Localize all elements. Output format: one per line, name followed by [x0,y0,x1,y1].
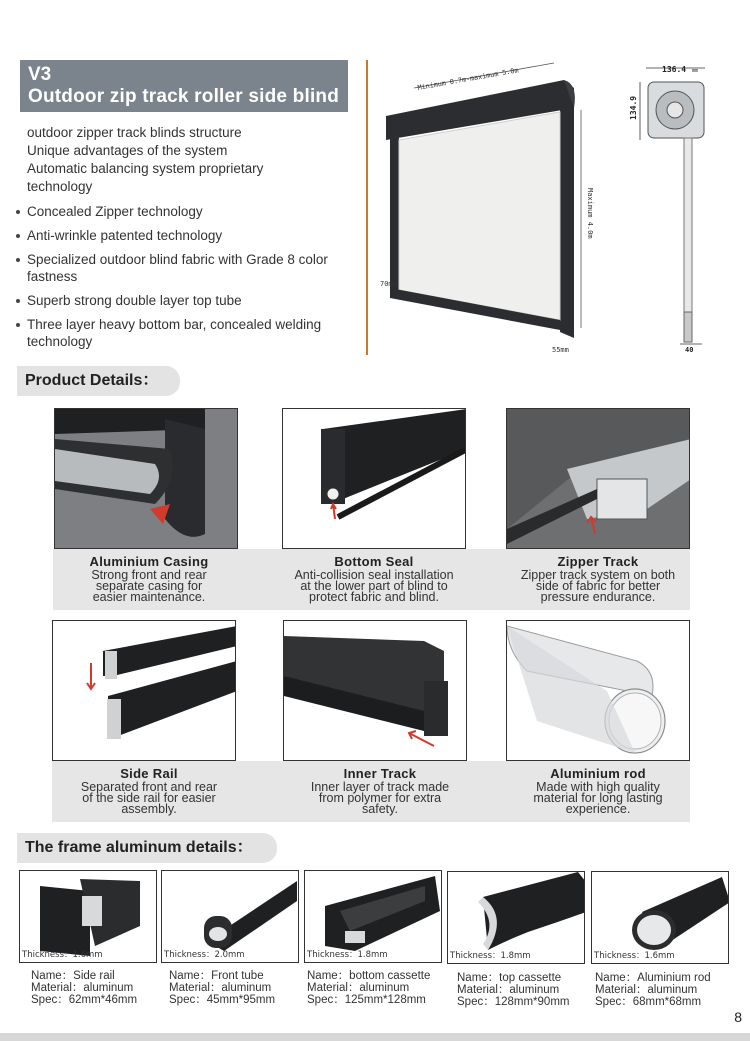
caption-line: assembly. [121,802,177,816]
caption-title: Zipper Track [557,554,639,569]
spec-material: Material：aluminum [457,984,560,996]
product-details-heading: Product Details： [17,366,180,396]
product-code: V3 [28,64,52,85]
caption-line: safety. [362,802,398,816]
feature-item: Concealed Zipper technology [14,203,354,220]
caption-title: Inner Track [343,766,417,781]
profile-rail-label: 40 [685,346,694,354]
thickness-label: Thickness：1.8mm [450,951,531,961]
intro-line: outdoor zipper track blinds structure [27,125,242,140]
caption-line: of the side rail for easier [82,791,216,805]
spec-name: Name：Side rail [31,970,115,982]
caption-line: pressure endurance. [540,590,656,604]
profile-diagram [620,60,720,355]
feature-list [14,203,354,357]
caption-aluminium-rod [500,766,696,815]
caption-bottom-seal [276,554,472,603]
product-title: Outdoor zip track roller side blind [28,86,340,107]
spec-size: Spec：62mm*46mm [31,994,138,1006]
caption-line: Anti-collision seal installation [294,568,454,582]
inner-track-image [283,620,467,761]
side-rail-image [52,620,236,761]
top-cassette-profile-image [447,871,585,964]
spec-name: Name：top cassette [457,972,562,984]
spec-size: Spec：125mm*128mm [307,994,426,1006]
divider-line [366,60,368,355]
right-rail [560,106,574,338]
frame-spec-top-cassette [457,972,569,1008]
side-rail-profile-image [19,870,157,963]
intro-line: Unique advantages of the system [27,143,228,158]
profile-height-label: 134.9 [629,95,638,120]
intro-line: Automatic balancing system proprietary [27,161,264,176]
caption-aluminium-casing [54,554,244,603]
spec-size: Spec：128mm*90mm [457,996,570,1008]
caption-line: Zipper track system on both [520,568,676,582]
thickness-label: Thickness：1.6mm [594,951,675,961]
frame-spec-bottom-cassette [307,970,430,1006]
footer-bar [0,1033,750,1041]
feature-item: Three layer heavy bottom bar, concealed welding technology [14,316,354,350]
feature-item: Superb strong double layer top tube [14,292,354,309]
caption-line: separate casing for [95,579,203,593]
aluminium-rod-profile-image [591,871,729,964]
width-label: Minimum 0.7m-maximum 5.0m [416,66,520,92]
intro-text [27,124,347,196]
front-tube-profile-image [161,870,299,963]
caption-line: at the lower part of blind to [300,579,448,593]
zipper-track-image [506,408,690,549]
caption-title: Aluminium rod [550,766,646,781]
feature-item: Anti-wrinkle patented technology [14,227,354,244]
caption-line: easier maintenance. [92,590,206,604]
caption-line: material for long lasting [533,791,663,805]
caption-inner-track [282,766,478,815]
spec-size: Spec：45mm*95mm [169,994,276,1006]
spec-material: Material：aluminum [31,982,134,994]
thickness-label: Thickness：2.0mm [164,950,245,960]
aluminium-casing-image [54,408,238,549]
thickness-label: Thickness：1.8mm [307,950,388,960]
caption-line: Made with high quality [536,780,660,794]
feature-item: Specialized outdoor blind fabric with Grade 8 color fastness [14,251,354,285]
page-number: 8 [734,1009,742,1025]
frame-spec-aluminium-rod [595,972,711,1008]
spec-name: Name：Front tube [169,970,264,982]
caption-zipper-track [500,554,696,603]
caption-title: Aluminium Casing [89,554,209,569]
caption-line: Strong front and rear [91,568,207,582]
bottom-dimension-label: 70mm [380,280,397,288]
height-label: Maximum 4.0m [586,188,594,239]
profile-width-label: 136.4 [662,65,687,74]
caption-line: side of fabric for better [535,579,661,593]
caption-side-rail [54,766,244,815]
caption-line: from polymer for extra [318,791,442,805]
caption-line: protect fabric and blind. [309,590,439,604]
bottom-cassette-profile-image [304,870,442,963]
caption-line: Separated front and rear [80,780,218,794]
spec-material: Material：aluminum [169,982,272,994]
profile-width-unit: mm [692,68,699,74]
frame-spec-front-tube [169,970,275,1006]
caption-title: Bottom Seal [334,554,414,569]
spec-material: Material：aluminum [307,982,410,994]
spec-name: Name：bottom cassette [307,970,431,982]
frame-details-heading: The frame aluminum details： [17,833,277,863]
caption-line: Inner layer of track made [310,780,450,794]
caption-line: experience. [565,802,631,816]
thickness-label: Thickness：1.6mm [22,950,103,960]
intro-line: technology [27,179,93,194]
frame-spec-side-rail [31,970,137,1006]
left-rail [390,138,399,298]
fabric [399,112,560,320]
side-dimension-label: 55mm [552,346,569,354]
bottom-seal-image [282,408,466,549]
spec-name: Name：Aluminium rod [595,972,711,984]
aluminium-rod-image [506,620,690,761]
spec-size: Spec：68mm*68mm [595,996,702,1008]
caption-title: Side Rail [120,766,178,781]
product-banner [20,60,348,112]
spec-material: Material：aluminum [595,984,698,996]
blind-diagram [374,58,614,358]
